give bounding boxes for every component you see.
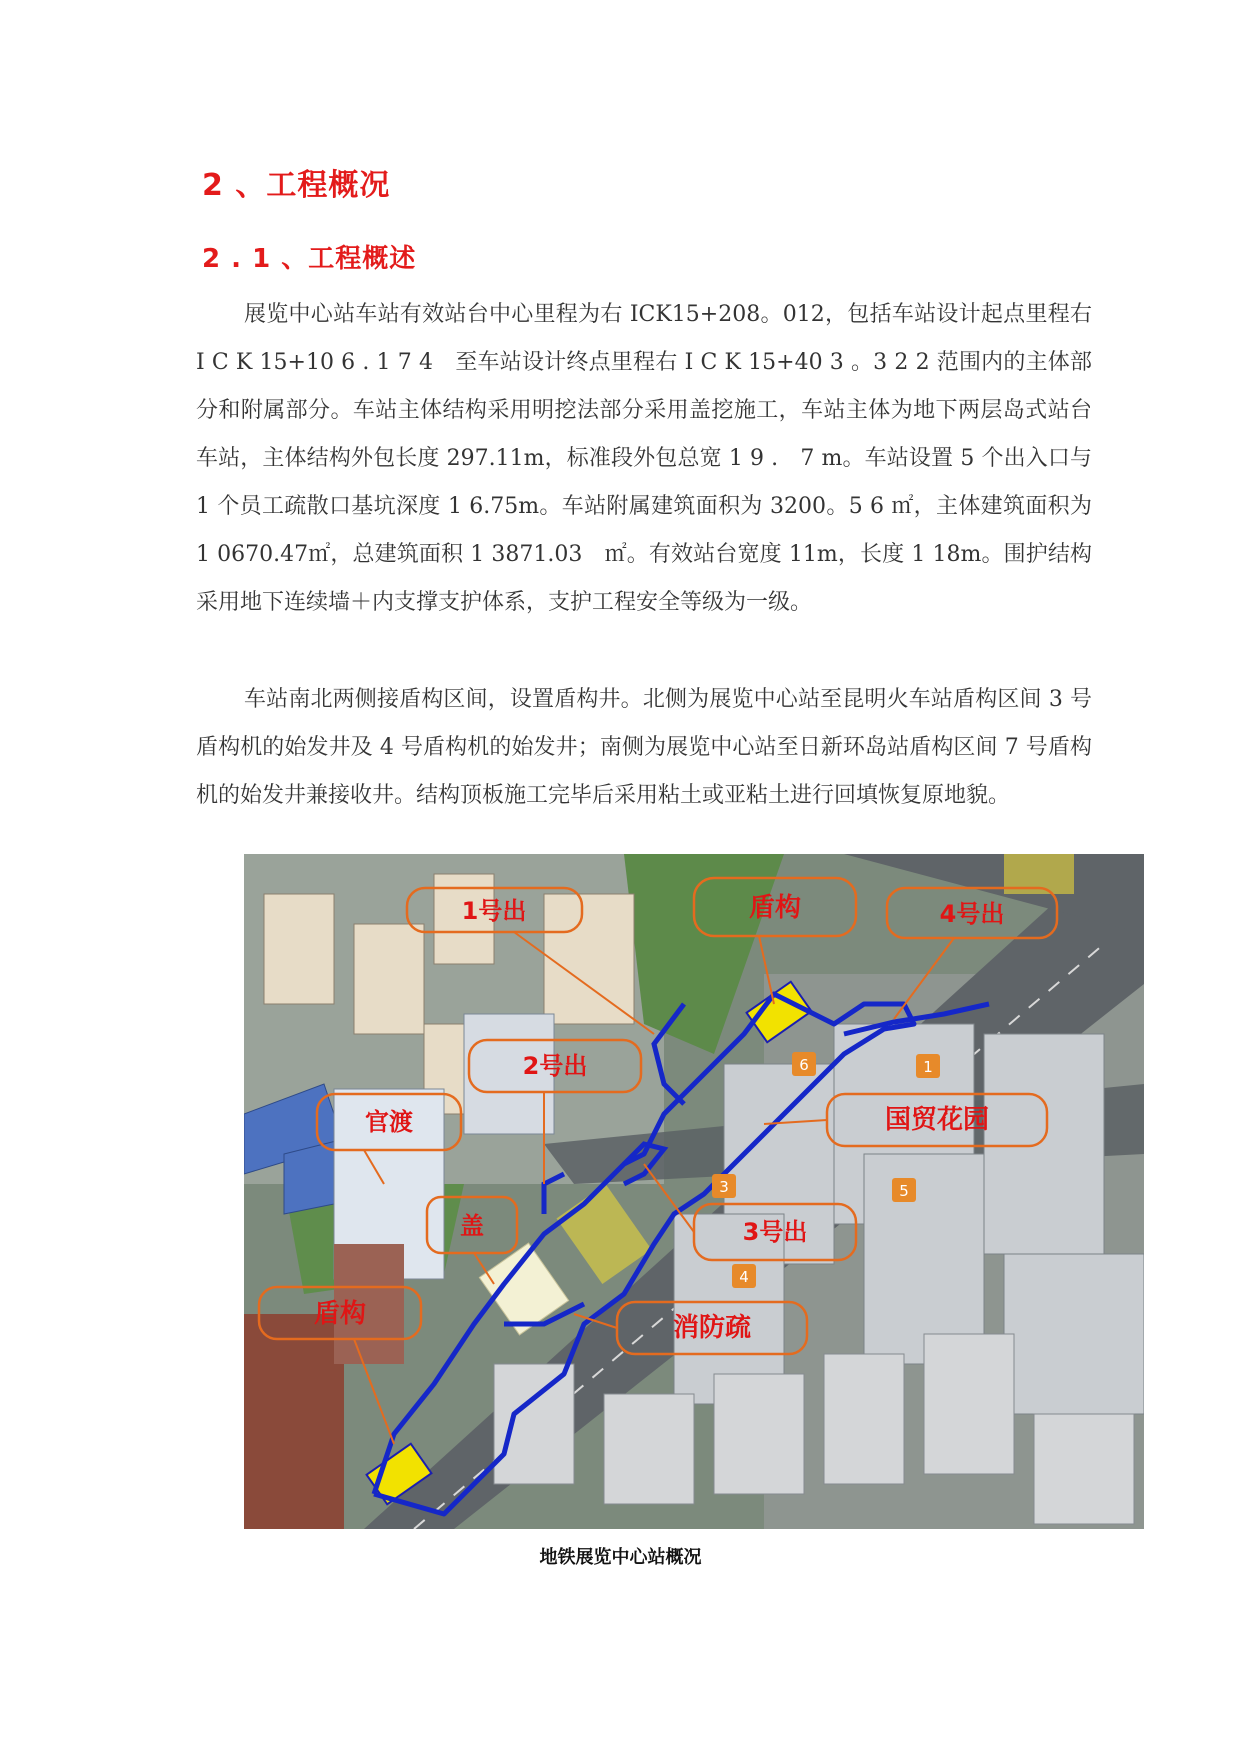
station-aerial-figure bbox=[244, 854, 1144, 1529]
label-cover-excavation: 盖 bbox=[460, 1212, 484, 1240]
label-fire-escape: 消防疏 bbox=[672, 1313, 752, 1343]
marker-3: 3 bbox=[719, 1178, 729, 1196]
figure-caption: 地铁展览中心站概况 bbox=[539, 1547, 702, 1568]
label-guomao-garden: 国贸花园 bbox=[884, 1105, 990, 1135]
label-exit-4: 4号出 bbox=[939, 900, 1005, 928]
marker-1: 1 bbox=[923, 1058, 933, 1076]
label-exit-3: 3号出 bbox=[742, 1218, 808, 1246]
label-exit-1: 1号出 bbox=[461, 897, 527, 925]
paragraph-overview: 展览中心站车站有效站台中心里程为右 ICK15+208。012，包括车站设计起点里程右 I C K 15+10 6 . 1 7 4 至车站设计终点里程右 I C K 15+40 3 。3 2 2 范围内的主体部分和附属部分。车站主体结构采用明挖法部分采用盖挖施工，车站主体为地下两层岛式站台车站，主体结构外包长度 297.11m，标准段外包总宽 1 9 . 7 m。车站设置 5 个出入口与 1 个员工疏散口基坑深度 1 6.75m。车站附属建筑面积为 3200。5 6 ㎡，主体建筑面积为 1 0670.47㎡，总建筑面积 1 3871.03 ㎡。有效站台宽度 11m，长度 1 18m。围护结构采用地下连续墙＋内支撑支护体系，支护工程安全等级为一级。 bbox=[196, 302, 1092, 615]
marker-5: 5 bbox=[899, 1182, 909, 1200]
station-aerial-illustration bbox=[244, 854, 1144, 1529]
section-title: 2 、工程概况 bbox=[202, 168, 391, 203]
paragraph-shield: 车站南北两侧接盾构区间，设置盾构井。北侧为展览中心站至昆明火车站盾构区间 3 号盾构机的始发井及 4 号盾构机的始发井；南侧为展览中心站至日新环岛站盾构区间 7 号盾构机的始发井兼接收井。结构顶板施工完毕后采用粘土或亚粘土进行回填恢复原地貌。 bbox=[196, 687, 1092, 808]
marker-6: 6 bbox=[799, 1056, 809, 1074]
label-shield-south: 盾构 bbox=[313, 1299, 367, 1329]
label-guandu: 官渡 bbox=[365, 1108, 413, 1136]
subsection-title: 2 . 1 、工程概述 bbox=[202, 244, 417, 274]
marker-4: 4 bbox=[739, 1268, 749, 1286]
label-shield-north: 盾构 bbox=[748, 893, 802, 923]
label-exit-2: 2号出 bbox=[522, 1052, 588, 1080]
